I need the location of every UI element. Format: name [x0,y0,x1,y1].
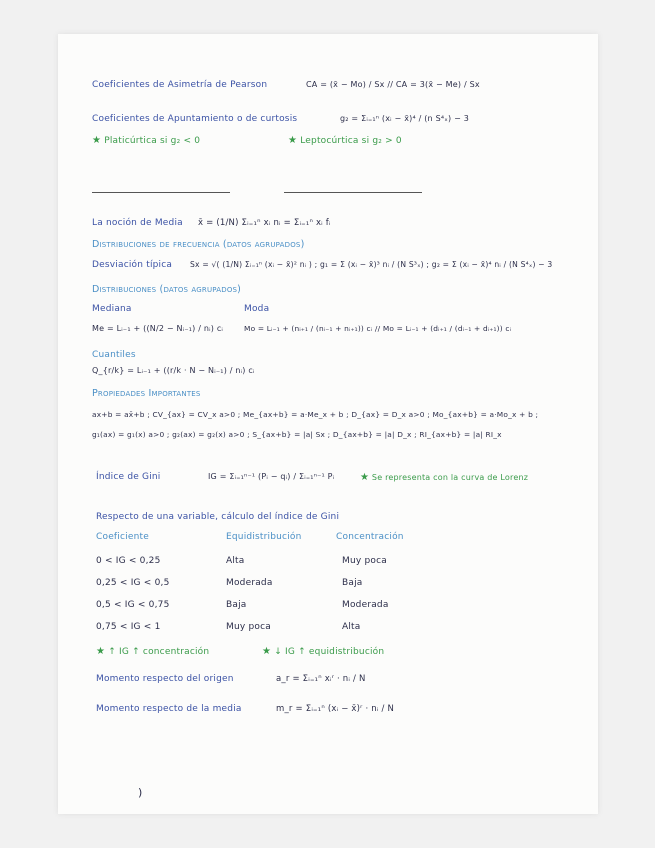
lorenz-note: ★ Se representa con la curva de Lorenz [360,472,529,483]
star-icon: ★ [92,135,102,146]
kurtosis-label: Coeficientes de Apuntamiento o de curtosis [92,114,298,124]
moment-origin-label: Momento respecto del origen [96,674,234,684]
page-mark: ) [138,786,143,799]
gini-formula: IG = Σᵢ₌₁ⁿ⁻¹ (Pᵢ − qᵢ) / Σᵢ₌₁ⁿ⁻¹ Pᵢ [208,472,335,481]
ig-equidistribution-note: ★ ↓ IG ↑ equidistribución [262,646,385,657]
frequency-heading: Distribuciones de frecuencia (datos agrupados) [92,239,305,250]
divider-right [284,192,422,193]
platykurtic-note: ★ Platicúrtica si g₂ < 0 [92,135,201,146]
quantiles-formula: Q_{r/k} = Lᵢ₋₁ + ((r/k · N − Nᵢ₋₁) / nᵢ) cᵢ [92,366,255,375]
divider-left [92,192,230,193]
leptokurtic-note: ★ Leptocúrtica si g₂ > 0 [288,135,402,146]
table-header-coef: Coeficiente [96,532,149,542]
median-label: Mediana [92,304,132,314]
stddev-formula: Sx = √( (1/N) Σᵢ₌₁ⁿ (xᵢ − x̄)² nᵢ ) ; g₁ = Σ (xᵢ − x̄)³ nᵢ / (N S³ₓ) ; g₂ = Σ (xᵢ − x̄)⁴ nᵢ / (N S⁴ₓ) − 3 [190,260,553,269]
moment-origin-formula: a_r = Σᵢ₌₁ⁿ xᵢʳ · nᵢ / N [276,674,366,684]
asymmetry-formula: CA = (x̄ − Mo) / Sx // CA = 3(x̄ − Me) / Sx [306,80,480,89]
stddev-label: Desviación típica [92,260,173,270]
mean-label: La noción de Media [92,218,183,228]
quantiles-label: Cuantiles [92,350,136,360]
table-header-conc: Concentración [336,532,404,542]
mode-label: Moda [244,304,270,314]
properties-line-2: g₁(ax) = g₁(x) a>0 ; g₂(ax) = g₂(x) a>0 ; S_{ax+b} = |a| Sx ; D_{ax+b} = |a| D_x ; RI_{ax+b} = |a| RI_x [92,430,502,439]
ig-concentration-note: ★ ↑ IG ↑ concentración [96,646,210,657]
gini-label: Índice de Gini [96,472,161,482]
mode-formula: Mo = Lᵢ₋₁ + (nᵢ₊₁ / (nᵢ₋₁ + nᵢ₊₁)) cᵢ // Mo = Lᵢ₋₁ + (dᵢ₊₁ / (dᵢ₋₁ + dᵢ₊₁)) cᵢ [244,324,512,333]
star-icon: ★ [262,646,272,657]
median-formula: Me = Lᵢ₋₁ + ((N/2 − Nᵢ₋₁) / nᵢ) cᵢ [92,324,224,333]
properties-heading: Propiedades Importantes [92,388,201,399]
grouped-heading: Distribuciones (datos agrupados) [92,284,242,295]
moment-mean-label: Momento respecto de la media [96,704,242,714]
star-icon: ★ [360,472,370,483]
notes-sheet: Coeficientes de Asimetría de Pearson CA = (x̄ − Mo) / Sx // CA = 3(x̄ − Me) / Sx Coeficientes de Apuntamiento o de curtosis g₂ = Σᵢ₌₁ⁿ (xᵢ − x̄)⁴ / (n S⁴ₓ) − 3 ★ Platicúrtica si g₂ < 0 ★ Leptocúrtica si g₂ > 0 La noción de Media x̄ = (1/N) Σᵢ₌₁ⁿ xᵢ nᵢ = Σᵢ₌₁ⁿ xᵢ fᵢ Distribuciones de frecuencia (datos agrupados) Desviación típica Sx = √( (1/N) Σᵢ₌₁ⁿ (xᵢ − x̄)² nᵢ ) ; g₁ = Σ (xᵢ − x̄)³ nᵢ / (N S³ₓ) ; g₂ = Σ (xᵢ − x̄)⁴ nᵢ / (N S⁴ₓ) − 3 Distribuciones (datos agrupados) Mediana Moda Me = Lᵢ₋₁ + ((N/2 − Nᵢ₋₁) / nᵢ) cᵢ Mo = Lᵢ₋₁ + (nᵢ₊₁ / (nᵢ₋₁ + nᵢ₊₁)) cᵢ // Mo = Lᵢ₋₁ + (dᵢ₊₁ / (dᵢ₋₁ + dᵢ₊₁)) cᵢ Cuantiles Q_{r/k} = Lᵢ₋₁ + ((r/k · N − Nᵢ₋₁) / nᵢ) cᵢ Propiedades Importantes ax+b = ax̄+b ; CV_{ax} = CV_x a>0 ; Me_{ax+b} = a·Me_x + b ; D_{ax} = D_x a>0 ; Mo_{ax+b} = a·Mo_x + b ; g₁(ax) = g₁(x) a>0 ; g₂(ax) = g₂(x) a>0 ; S_{ax+b} = |a| Sx ; D_{ax+b} = |a| D_x ; RI_{ax+b} = |a| RI_x Índice de Gini IG = Σᵢ₌₁ⁿ⁻¹ (Pᵢ − qᵢ) / Σᵢ₌₁ⁿ⁻¹ Pᵢ ★ Se representa con la curva de Lorenz Respecto de una variable, cálculo del índice de Gini Coeficiente Equidistribución Concentración 0 < IG < 0,25 Alta Muy poca 0,25 < IG < 0,5 Moderada Baja 0,5 < IG < 0,75 Baja Moderada 0,75 < IG < 1 Muy poca Alta ★ ↑ IG ↑ concentración ★ ↓ IG ↑ equidistribución Momento respecto del origen a_r = Σᵢ₌₁ⁿ xᵢʳ · nᵢ / N Momento respecto de la media m_r = Σᵢ₌₁ⁿ (xᵢ − x̄)ʳ · nᵢ / N ) [58,34,598,814]
gini-subtitle: Respecto de una variable, cálculo del índice de Gini [96,512,340,522]
mean-formula: x̄ = (1/N) Σᵢ₌₁ⁿ xᵢ nᵢ = Σᵢ₌₁ⁿ xᵢ fᵢ [198,218,331,228]
table-header-equi: Equidistribución [226,532,302,542]
star-icon: ★ [96,646,106,657]
asymmetry-label: Coeficientes de Asimetría de Pearson [92,80,268,90]
moment-mean-formula: m_r = Σᵢ₌₁ⁿ (xᵢ − x̄)ʳ · nᵢ / N [276,704,394,714]
star-icon: ★ [288,135,298,146]
kurtosis-formula: g₂ = Σᵢ₌₁ⁿ (xᵢ − x̄)⁴ / (n S⁴ₓ) − 3 [340,114,470,123]
properties-line-1: ax+b = ax̄+b ; CV_{ax} = CV_x a>0 ; Me_{ax+b} = a·Me_x + b ; D_{ax} = D_x a>0 ; Mo_{ax+b} = a·Mo_x + b ; [92,410,539,419]
